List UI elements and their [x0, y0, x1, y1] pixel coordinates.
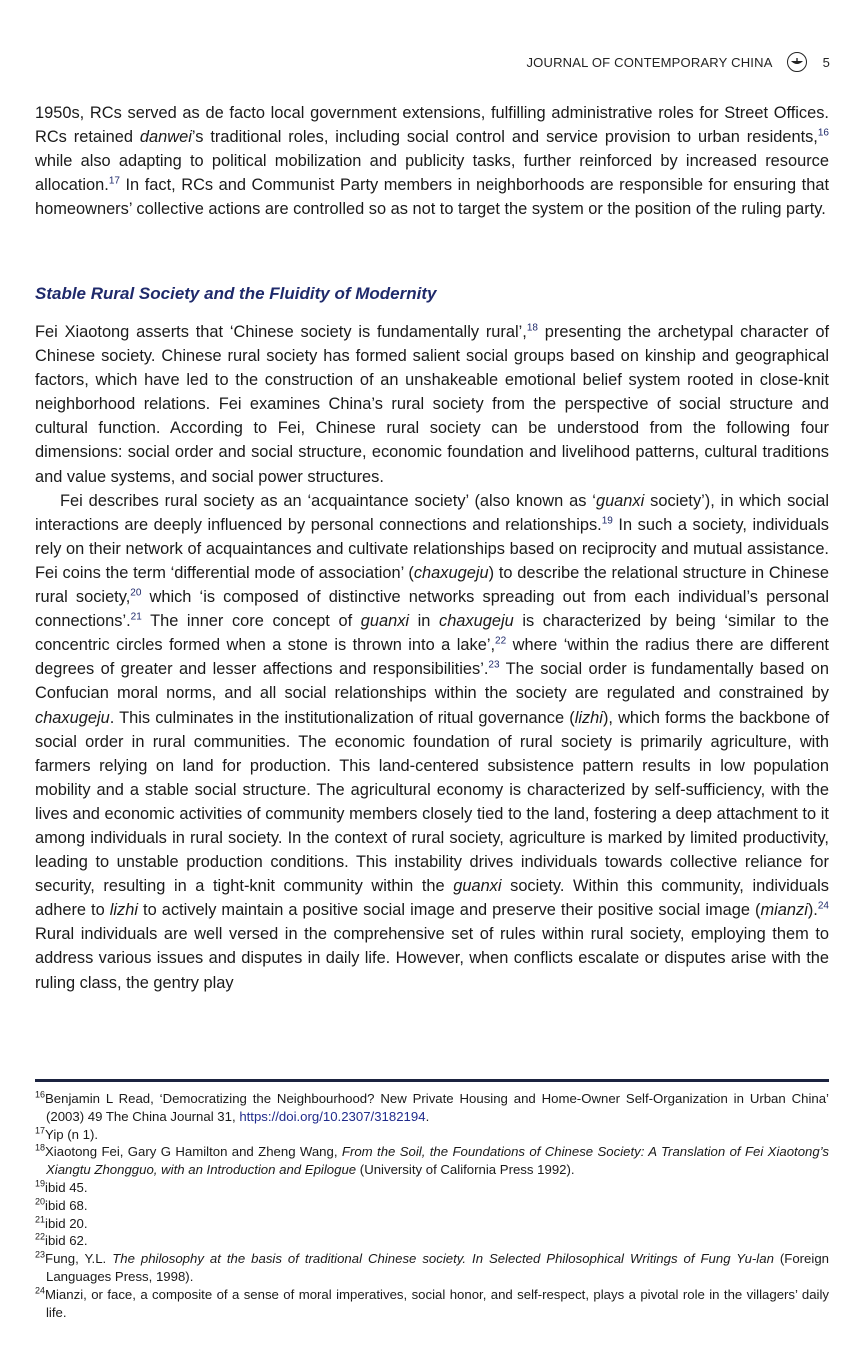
footnote-divider [35, 1079, 829, 1082]
footnote-24: $^{24}$Mianzi, or face, a composite of a sense of moral imperatives, social honor, and self-respect, plays a pivotal role in the villagers’ daily life. [35, 1285, 829, 1320]
journal-title: JOURNAL OF CONTEMPORARY CHINA [526, 54, 773, 70]
doi-link[interactable]: https://doi.org/10.2307/3182194 [239, 1108, 426, 1124]
footnote-ref[interactable]: 23 [488, 659, 500, 671]
page-number: 5 [822, 54, 830, 70]
footnote-ref[interactable]: 18 [526, 322, 538, 334]
footnote-21: $^{21}$ibid 20. [35, 1214, 88, 1231]
footnote-ref[interactable]: 21 [130, 611, 142, 623]
intro-paragraph: 1950s, RCs served as de facto local government extensions, fulfilling administrative roles for Street Offices. RCs retained danwei’s traditional roles, including social control and service provision to urban residents,$^{16}$ while also adapting to political mobilization and publicity tasks, further reinforced by increased resource allocation.$^{17}$ In fact, RCs and Communist Party members in neighborhoods are responsible for ensuring that homeowners’ collective actions are controlled so as not to target the system or the position of the ruling party. [35, 104, 829, 219]
footnote-19: $^{19}$ibid 45. [35, 1178, 88, 1195]
footnote-18: $^{18}$Xiaotong Fei, Gary G Hamilton and Zheng Wang, From the Soil, the Foundations of Chinese Society: A Translation of Fei Xiaotong’s Xiangtu Zhongguo, with an Introduction and Epilogue (University of California Press 1992). [35, 1143, 829, 1178]
footnote-ref[interactable]: 20 [130, 587, 142, 599]
footnote-16: $^{16}$Benjamin L Read, ‘Democratizing the Neighbourhood? New Private Housing and Home-Owner Self-Organization in Urban China’ (2003) 49 The China Journal 31, https://doi.org/10.2307/3182194. [35, 1089, 829, 1124]
section-heading: Stable Rural Society and the Fluidity of Modernity [35, 284, 437, 303]
footnote-ref[interactable]: 17 [108, 175, 120, 187]
running-head [526, 52, 830, 72]
footnote-ref[interactable]: 19 [601, 515, 613, 527]
footnote-ref[interactable]: 24 [817, 900, 829, 912]
footnote-ref[interactable]: 16 [817, 127, 829, 139]
footnote-23: $^{23}$Fung, Y.L. The philosophy at the basis of traditional Chinese society. In Selected Philosophical Writings of Fung Yu-lan (Foreign Languages Press, 1998). [35, 1249, 829, 1284]
footnote-20: $^{20}$ibid 68. [35, 1196, 88, 1213]
paragraph-2: Fei describes rural society as an ‘acquaintance society’ (also known as ‘guanxi society’), in which social interactions are deeply influenced by personal connections and relationships.$^{19}$ In such a society, individuals rely on their network of acquaintances and cultivate relationships based on reciprocity and mutual assistance. Fei coins the term ‘differential mode of association’ (chaxugeju) to describe the relational structure in Chinese rural society,$^{20}$ which ‘is composed of distinctive networks spreading out from each individual’s personal connections’.$^{21}$ The inner core concept of guanxi in chaxugeju is characterized by being ‘similar to the concentric circles formed when a stone is thrown into a lake’,$^{22}$ where ‘within the radius there are different degrees of greater and lesser affections and responsibilities’.$^{23}$ The social order is fundamentally based on Confucian moral norms, and all social relationships within the society are regulated and constrained by chaxugeju. This culminates in the institutionalization of ritual governance (lizhi), which forms the backbone of social order in rural communities. The economic foundation of rural society is primarily agriculture, with farmers relying on land for production. This land-centered subsistence pattern results in low population mobility and a stable social structure. The agricultural economy is characterized by self-sufficiency, with the lives and economic activities of community members closely tied to the land, fostering a deep attachment to it among individuals in rural society. In the context of rural society, agriculture is marked by limited productivity, leading to unstable production conditions. This instability drives individuals towards collective reliance for security, resulting in a tight-knit community within the guanxi society. Within this community, individuals adhere to lizhi to actively maintain a positive social image and preserve their positive social image (mianzi).$^{24}$ Rural individuals are well versed in the comprehensive set of rules within rural society, employing them to address various issues and disputes in daily life. However, when conflicts escalate or disputes arise with the ruling class, the gentry play [35, 491, 830, 992]
main-body [35, 320, 829, 995]
paragraph-1: Fei Xiaotong asserts that ‘Chinese society is fundamentally rural’,$^{18}$ presenting the archetypal character of Chinese society. Chinese rural society has formed salient social groups based on kinship and geographical factors, which have led to the construction of an unshakeable emotional belief system rooted in close-knit neighborhood relations. Fei examines China’s rural society from the perspective of social structure and cultural function. According to Fei, Chinese rural society can be understood from the following four dimensions: social order and social structure, economic foundation and livelihood patterns, cultural traditions and value systems, and social power structures. [35, 322, 829, 486]
publisher-lamp-icon [787, 52, 807, 72]
footnote-17: $^{17}$Yip (n 1). [35, 1125, 99, 1142]
footnote-ref[interactable]: 22 [495, 635, 507, 647]
footnotes [35, 1090, 829, 1321]
footnote-22: $^{22}$ibid 62. [35, 1231, 88, 1249]
